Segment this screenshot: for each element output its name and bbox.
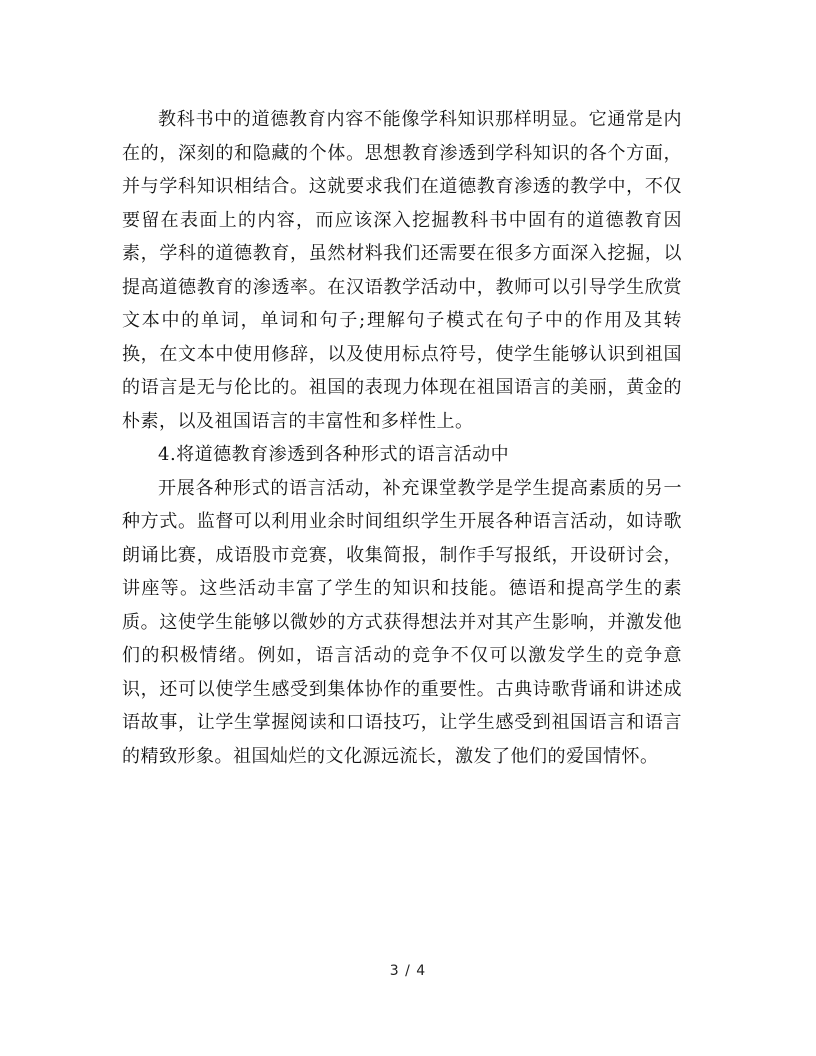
paragraph-language-activities: 开展各种形式的语言活动，补充课堂教学是学生提高素质的另一种方式。监督可以利用业余时间组织学生开展各种语言活动，如诗歌朗诵比赛，成语股市竞赛，收集简报，制作手写报纸，开设研讨会，讲座等。这些活动丰富了学生的知识和技能。德语和提高学生的素质。这使学生能够以微妙的方式获得想法并对其产生影响，并激发他们的积极情绪。例如，语言活动的竞争不仅可以激发学生的竞争意识，还可以使学生感受到集体协作的重要性。古典诗歌背诵和讲述成语故事，让学生掌握阅读和口语技巧，让学生感受到祖国语言和语言的精致形象。祖国灿烂的文化源远流长，激发了他们的爱国情怀。 (122, 477, 682, 767)
section-heading-4: 4.将道德教育渗透到各种形式的语言活动中 (158, 444, 510, 465)
page-content (122, 103, 682, 773)
page-number: 3 / 4 (389, 963, 427, 979)
paragraph-moral-education-in-textbooks: 教科书中的道德教育内容不能像学科知识那样明显。它通常是内在的，深刻的和隐藏的个体。思想教育渗透到学科知识的各个方面，并与学科知识相结合。这就要求我们在道德教育渗透的教学中，不仅要留在表面上的内容，而应该深入挖掘教科书中固有的道德教育因素，学科的道德教育，虽然材料我们还需要在很多方面深入挖掘，以提高道德教育的渗透率。在汉语教学活动中，教师可以引导学生欣赏文本中的单词，单词和句子;理解句子模式在句子中的作用及其转换，在文本中使用修辞，以及使用标点符号，使学生能够认识到祖国的语言是无与伦比的。祖国的表现力体现在祖国语言的美丽，黄金的朴素，以及祖国语言的丰富性和多样性上。 (122, 109, 682, 432)
